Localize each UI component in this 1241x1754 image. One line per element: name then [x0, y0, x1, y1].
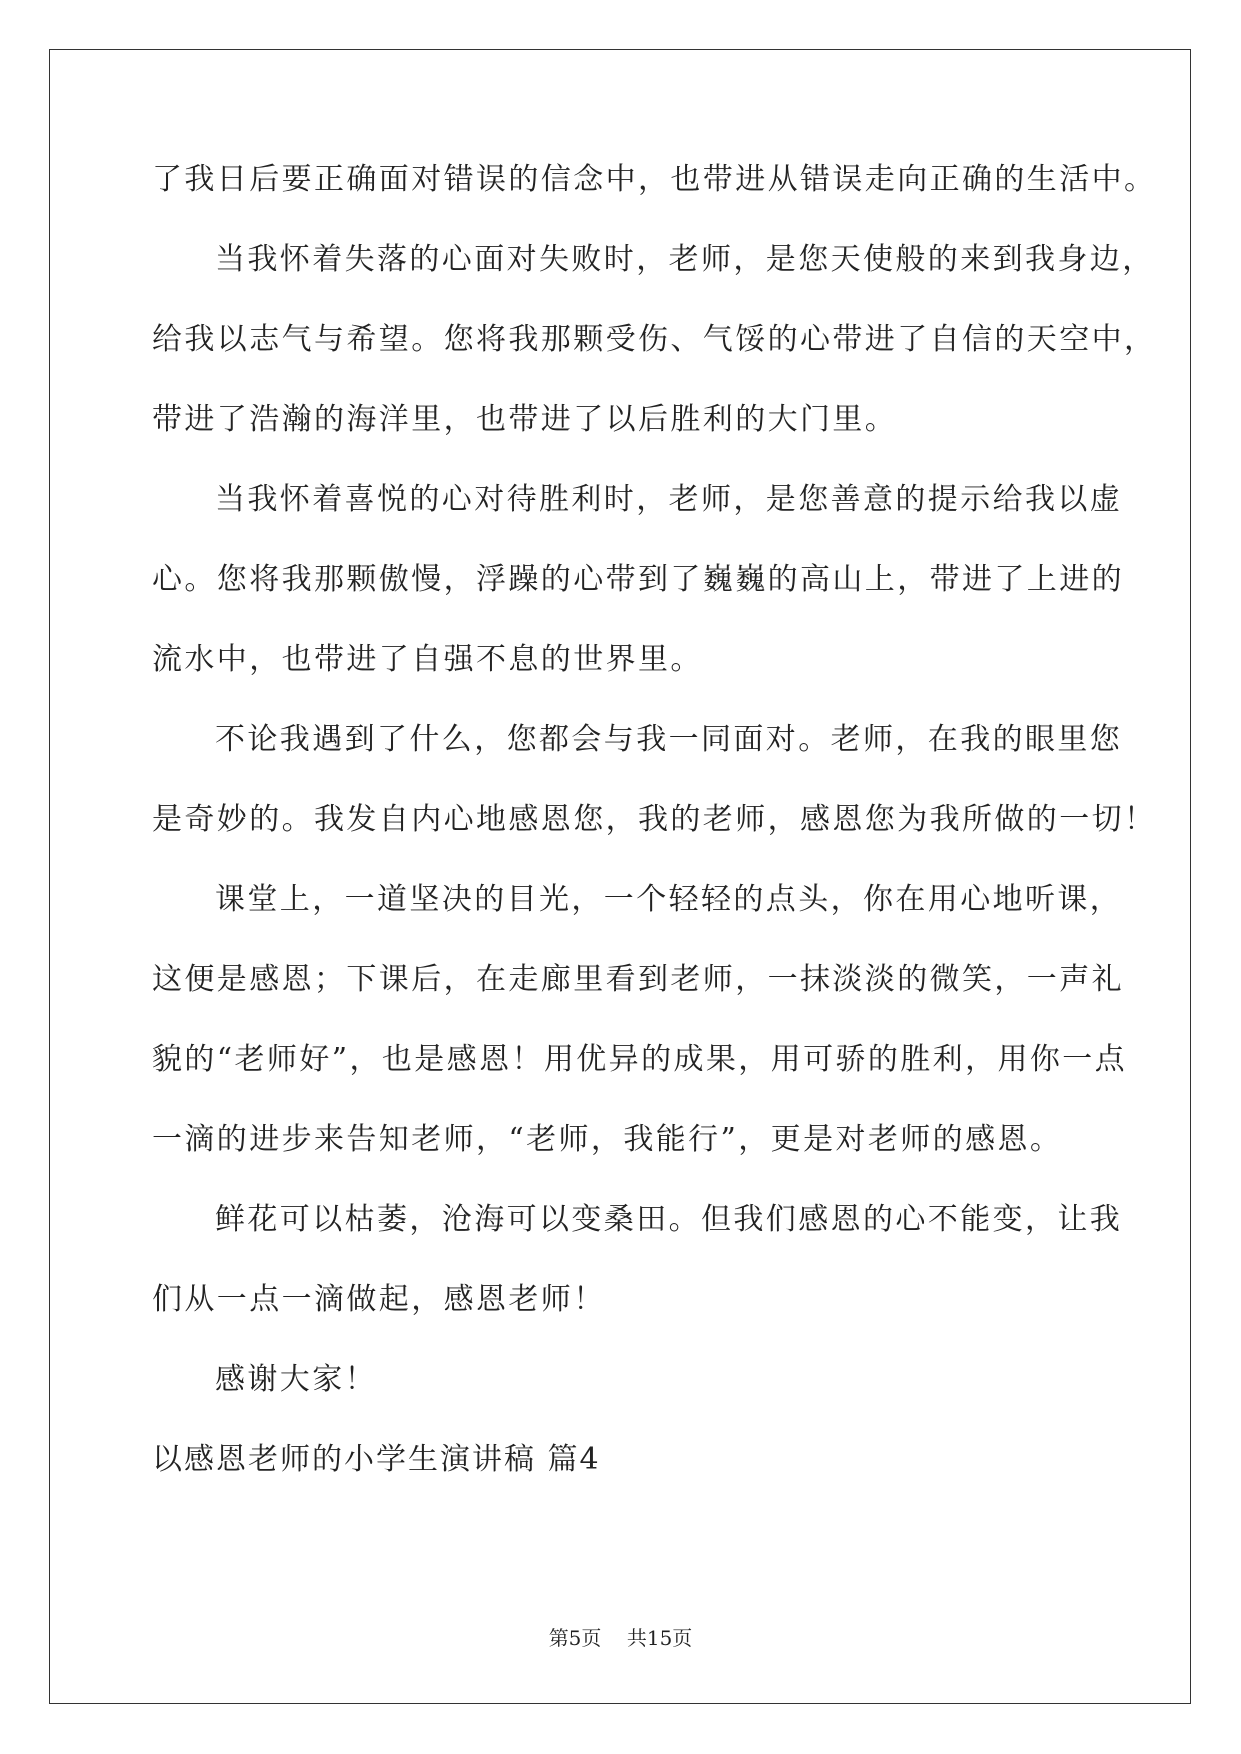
- document-body: [152, 162, 1157, 1525]
- text-line: 给我以志气与希望。您将我那颗受伤、气馁的心带进了自信的天空中，: [152, 322, 1157, 357]
- section-heading: 以感恩老师的小学生演讲稿 篇4: [152, 1442, 601, 1477]
- text-line: 不论我遇到了什么，您都会与我一同面对。老师，在我的眼里您: [215, 722, 1123, 757]
- text-line: 当我怀着喜悦的心对待胜利时，老师，是您善意的提示给我以虚: [215, 482, 1123, 517]
- text-line: 是奇妙的。我发自内心地感恩您，我的老师，感恩您为我所做的一切！: [152, 802, 1157, 837]
- page-footer: [0, 1627, 1241, 1649]
- text-line: 感谢大家！: [215, 1362, 377, 1397]
- text-line: 当我怀着失落的心面对失败时，老师，是您天使般的来到我身边，: [215, 242, 1155, 277]
- text-line: 这便是感恩；下课后，在走廊里看到老师，一抹淡淡的微笑，一声礼: [152, 962, 1124, 997]
- page-number: 第5页: [548, 1626, 602, 1650]
- page-total: 共15页: [626, 1626, 693, 1650]
- text-line: 貌的“老师好”，也是感恩！用优异的成果，用可骄的胜利，用你一点: [152, 1042, 1128, 1077]
- text-line: 一滴的进步来告知老师，“老师，我能行”，更是对老师的感恩。: [152, 1122, 1063, 1157]
- text-line: 流水中，也带进了自强不息的世界里。: [152, 642, 703, 677]
- text-line: 们从一点一滴做起，感恩老师！: [152, 1282, 606, 1317]
- text-line: 带进了浩瀚的海洋里，也带进了以后胜利的大门里。: [152, 402, 898, 437]
- text-line: 课堂上，一道坚决的目光，一个轻轻的点头，你在用心地听课，: [215, 882, 1123, 917]
- text-line: 心。您将我那颗傲慢，浮躁的心带到了巍巍的高山上，带进了上进的: [152, 562, 1124, 597]
- text-line: 鲜花可以枯萎，沧海可以变桑田。但我们感恩的心不能变，让我: [215, 1202, 1123, 1237]
- text-line: 了我日后要正确面对错误的信念中，也带进从错误走向正确的生活中。: [152, 162, 1157, 197]
